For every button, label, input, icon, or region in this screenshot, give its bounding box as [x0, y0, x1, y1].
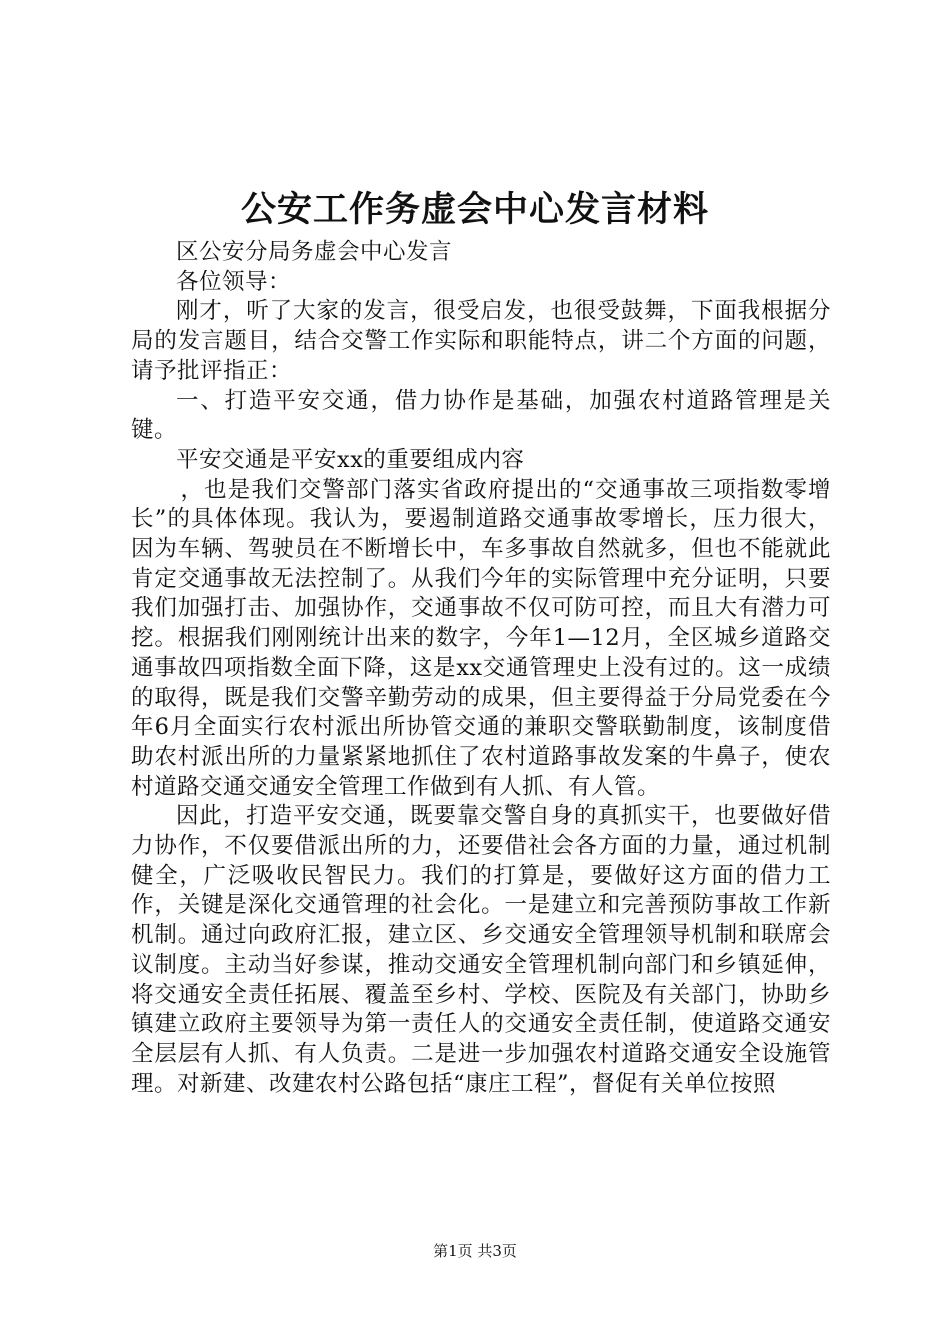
paragraph-measures: 因此，打造平安交通，既要靠交警自身的真抓实干，也要做好借力协作，不仅要借派出所的力，还要借社会各方面的力量，通过机制健全，广泛吸收民智民力。我们的打算是，要做好这方面的借力工作，关键是深化交通管理的社会化。一是建立和完善预防事故工作新机制。通过向政府汇报，建立区、乡交通安全管理领导机制和联席会议制度。主动当好参谋，推动交通安全管理机制向部门和乡镇延伸，将交通安全责任拓展、覆盖至乡村、学校、医院及有关部门，协助乡镇建立政府主要领导为第一责任人的交通安全责任制，使道路交通安全层层有人抓、有人负责。二是进一步加强农村道路交通安全设施管理。对新建、改建农村公路包括“康庄工程”，督促有关单位按照: [131, 803, 831, 1097]
paragraph-opening: 刚才，听了大家的发言，很受启发，也很受鼓舞，下面我根据分局的发言题目，结合交警工作实际和职能特点，讲二个方面的问题，请予批评指正：: [131, 298, 831, 384]
paragraph-safe-traffic: 平安交通是平安xx的重要组成内容: [176, 446, 525, 473]
paragraph-section-heading: 一、打造平安交通，借力协作是基础，加强农村道路管理是关键。: [131, 387, 831, 444]
document-title: 公安工作务虚会中心发言材料: [240, 189, 709, 230]
document-body: [131, 238, 831, 1099]
paragraph-subtitle: 区公安分局务虚会中心发言: [176, 239, 453, 265]
paragraph-salutation: 各位领导：: [176, 268, 292, 295]
paragraph-statistics: ，也是我们交警部门落实省政府提出的“交通事故三项指数零增长”的具体体现。我认为，要遏制道路交通事故零增长，压力很大，因为车辆、驾驶员在不断增长中，车多事故自然就多，但也不能就此肯定交通事故无法控制了。从我们今年的实际管理中充分证明，只要我们加强打击、加强协作，交通事故不仅可防可控，而且大有潜力可挖。根据我们刚刚统计出来的数字，今年1—12月，全区城乡道路交通事故四项指数全面下降，这是xx交通管理史上没有过的。这一成绩的取得，既是我们交警辛勤劳动的成果，但主要得益于分局党委在今年6月全面实行农村派出所协管交通的兼职交警联勤制度，该制度借助农村派出所的力量紧紧地抓住了农村道路事故发案的牛鼻子，使农村道路交通交通安全管理工作做到有人抓、有人管。: [131, 476, 831, 800]
page-number-footer: 第1页 共3页: [433, 1242, 517, 1260]
